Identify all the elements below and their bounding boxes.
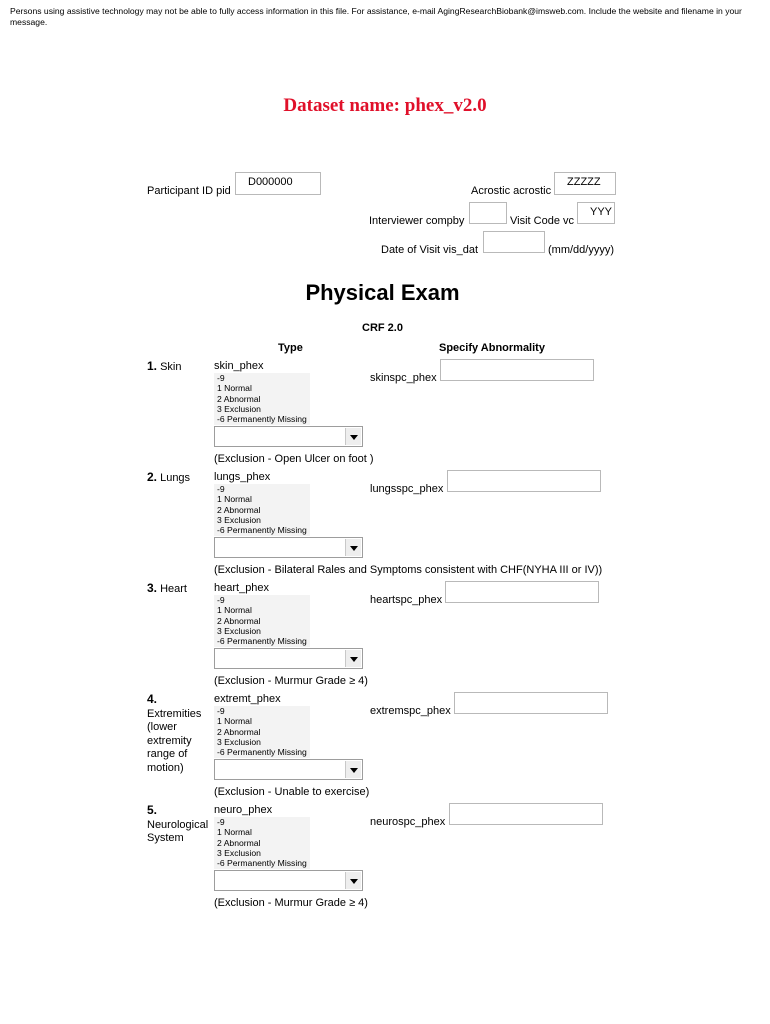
extremities-select[interactable] xyxy=(214,759,363,780)
item-neurological-label: 5. Neurological System xyxy=(147,803,209,844)
item-lungs-label: 2. Lungs xyxy=(147,470,191,484)
extremities-specify-input[interactable] xyxy=(454,692,608,714)
acrostic-field[interactable]: ZZZZZ xyxy=(554,172,616,195)
chevron-down-icon[interactable] xyxy=(345,428,361,445)
item-skin-label: 1. Skin xyxy=(147,359,182,373)
heart-code-list: -9 1 Normal 2 Abnormal 3 Exclusion -6 Permanently Missing xyxy=(214,595,310,647)
lungs-specify-input[interactable] xyxy=(447,470,601,492)
chevron-down-icon[interactable] xyxy=(345,650,361,667)
heart-variable-name: heart_phex xyxy=(214,582,270,594)
visit-code-field[interactable]: YYY xyxy=(577,202,615,224)
extremities-specify-label: extremspc_phex xyxy=(370,705,451,717)
skin-code-list: -9 1 Normal 2 Abnormal 3 Exclusion -6 Permanently Missing xyxy=(214,373,310,425)
interviewer-label: Interviewer compby xyxy=(369,215,465,227)
chevron-down-icon[interactable] xyxy=(345,539,361,556)
lungs-select[interactable] xyxy=(214,537,363,558)
specify-column-header: Specify Abnormality xyxy=(439,342,545,354)
dataset-name: Dataset name: phex_v2.0 xyxy=(283,95,487,116)
participant-id-label: Participant ID pid xyxy=(147,185,231,197)
neuro-specify-label: neurospc_phex xyxy=(370,816,446,828)
chevron-down-icon[interactable] xyxy=(345,872,361,889)
acrostic-label: Acrostic acrostic xyxy=(471,185,552,197)
neuro-exclusion-note: (Exclusion - Murmur Grade ≥ 4) xyxy=(214,897,368,909)
interviewer-field[interactable] xyxy=(469,202,507,224)
neuro-variable-name: neuro_phex xyxy=(214,804,273,816)
neuro-specify-input[interactable] xyxy=(449,803,603,825)
item-extremities-label: 4. Extremities (lower extremity range of motion) xyxy=(147,692,202,774)
date-of-visit-field[interactable] xyxy=(483,231,545,253)
form-title: Physical Exam xyxy=(305,280,460,305)
heart-select[interactable] xyxy=(214,648,363,669)
date-format-hint: (mm/dd/yyyy) xyxy=(548,244,614,256)
date-of-visit-label: Date of Visit vis_dat xyxy=(381,244,479,256)
skin-specify-input[interactable] xyxy=(440,359,594,381)
heart-specify-label: heartspc_phex xyxy=(370,594,443,606)
item-heart-label: 3. Heart xyxy=(147,581,187,595)
crf-version: CRF 2.0 xyxy=(362,322,403,334)
extremities-code-list: -9 1 Normal 2 Abnormal 3 Exclusion -6 Permanently Missing xyxy=(214,706,310,758)
lungs-exclusion-note: (Exclusion - Bilateral Rales and Symptoms consistent with CHF(NYHA III or IV)) xyxy=(214,564,603,576)
type-column-header: Type xyxy=(278,342,303,354)
lungs-code-list: -9 1 Normal 2 Abnormal 3 Exclusion -6 Permanently Missing xyxy=(214,484,310,536)
lungs-variable-name: lungs_phex xyxy=(214,471,271,483)
skin-select[interactable] xyxy=(214,426,363,447)
extremities-exclusion-note: (Exclusion - Unable to exercise) xyxy=(214,786,370,798)
visit-code-label: Visit Code vc xyxy=(510,215,574,227)
heart-exclusion-note: (Exclusion - Murmur Grade ≥ 4) xyxy=(214,675,368,687)
extremities-variable-name: extremt_phex xyxy=(214,693,281,705)
participant-id-field[interactable]: D000000 xyxy=(235,172,321,195)
heart-specify-input[interactable] xyxy=(445,581,599,603)
skin-variable-name: skin_phex xyxy=(214,360,264,372)
accessibility-notice: Persons using assistive technology may not be able to fully access information in this file. For assistance, e-mail AgingResearchBiobank@imsweb.com. Include the website and filename in your message. xyxy=(10,6,742,27)
skin-exclusion-note: (Exclusion - Open Ulcer on foot ) xyxy=(214,453,374,465)
lungs-specify-label: lungsspc_phex xyxy=(370,483,444,495)
neuro-code-list: -9 1 Normal 2 Abnormal 3 Exclusion -6 Permanently Missing xyxy=(214,817,310,869)
skin-specify-label: skinspc_phex xyxy=(370,372,437,384)
chevron-down-icon[interactable] xyxy=(345,761,361,778)
neuro-select[interactable] xyxy=(214,870,363,891)
